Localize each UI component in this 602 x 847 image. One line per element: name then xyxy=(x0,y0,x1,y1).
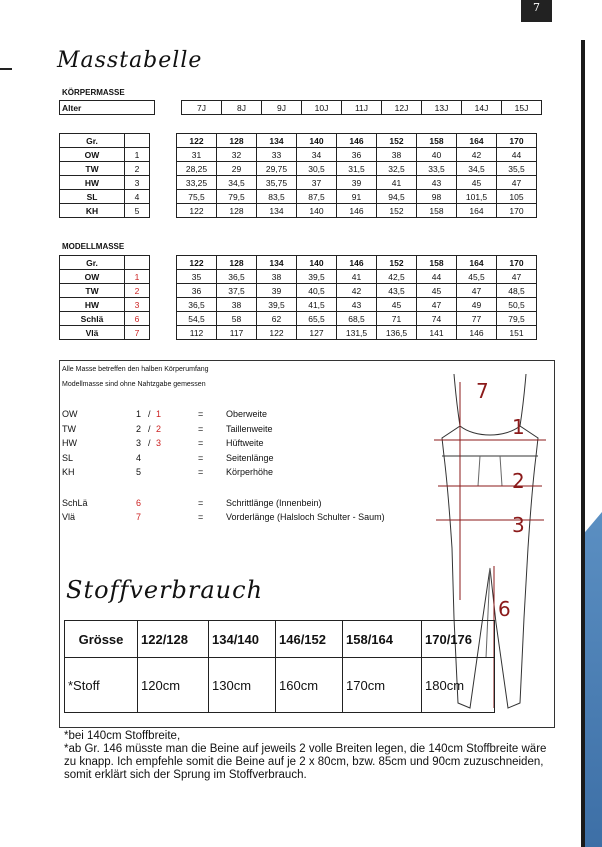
legend-num: 3 xyxy=(136,438,142,448)
cell: 42,5 xyxy=(377,270,417,284)
modellmasse-label: MODELLMASSE xyxy=(62,242,125,251)
cell: 164 xyxy=(457,204,497,218)
cell: 122 xyxy=(257,326,297,340)
legend-eq: = xyxy=(198,424,204,434)
cell: 43 xyxy=(337,298,377,312)
row-name: HW xyxy=(60,176,125,190)
cell: 33,5 xyxy=(417,162,457,176)
cell: 45,5 xyxy=(457,270,497,284)
legend-abbr: SchLä xyxy=(62,498,88,508)
cell: 29 xyxy=(217,162,257,176)
alter-cell: 15J xyxy=(502,101,542,115)
cell: 35,75 xyxy=(257,176,297,190)
size-header: 164 xyxy=(457,256,497,270)
alter-cell: 8J xyxy=(222,101,262,115)
size-header: 128 xyxy=(217,256,257,270)
fabric-cell: 160cm xyxy=(276,658,343,713)
legend-eq: = xyxy=(198,467,204,477)
legend-eq: = xyxy=(198,453,204,463)
page-number: 7 xyxy=(521,0,552,22)
modellmasse-table xyxy=(59,255,537,340)
gr-label: Gr. xyxy=(60,256,125,270)
cell: 47 xyxy=(497,176,537,190)
table-row xyxy=(60,162,537,176)
row-num: 4 xyxy=(125,190,150,204)
size-header: 128 xyxy=(217,134,257,148)
legend-eq: = xyxy=(198,512,204,522)
legend-red-num: 2 xyxy=(156,424,162,434)
legend-desc: Seitenlänge xyxy=(226,453,274,463)
legend-red-num: 6 xyxy=(136,498,142,508)
cell: 40 xyxy=(417,148,457,162)
cell: 36,5 xyxy=(177,298,217,312)
cell: 43,5 xyxy=(377,284,417,298)
size-header: 170 xyxy=(497,134,537,148)
row-num: 3 xyxy=(125,298,150,312)
size-header: 140 xyxy=(297,256,337,270)
cell: 152 xyxy=(377,204,417,218)
legend-num: 5 xyxy=(136,467,142,477)
legend-desc: Vorderlänge (Halsloch Schulter - Saum) xyxy=(226,512,385,522)
cell: 37,5 xyxy=(217,284,257,298)
fabric-header: 170/176 xyxy=(422,621,495,658)
sketch-label-3: 3 xyxy=(512,513,525,537)
legend-desc: Körperhöhe xyxy=(226,467,274,477)
fabric-cell: 130cm xyxy=(209,658,276,713)
cell: 141 xyxy=(417,326,457,340)
alter-cell: 13J xyxy=(422,101,462,115)
gr-label: Gr. xyxy=(60,134,125,148)
size-header: 158 xyxy=(417,134,457,148)
cell: 28,25 xyxy=(177,162,217,176)
cell: 42 xyxy=(457,148,497,162)
cell: 112 xyxy=(177,326,217,340)
fabric-header: 146/152 xyxy=(276,621,343,658)
alter-table xyxy=(59,100,542,115)
cell: 75,5 xyxy=(177,190,217,204)
row-num: 1 xyxy=(125,148,150,162)
legend-slash: / xyxy=(148,424,151,434)
row-name: OW xyxy=(60,270,125,284)
cell: 36 xyxy=(177,284,217,298)
table-row xyxy=(60,204,537,218)
legend-eq: = xyxy=(198,438,204,448)
size-header: 158 xyxy=(417,256,457,270)
fabric-cell: *Stoff xyxy=(65,658,138,713)
legend-desc: Hüftweite xyxy=(226,438,264,448)
cell: 41 xyxy=(337,270,377,284)
fabric-header: Grösse xyxy=(65,621,138,658)
legend-desc: Schrittlänge (Innenbein) xyxy=(226,498,322,508)
alter-cell: 7J xyxy=(182,101,222,115)
cell: 58 xyxy=(217,312,257,326)
fabric-row xyxy=(65,658,495,713)
cell: 45 xyxy=(377,298,417,312)
cell: 39 xyxy=(257,284,297,298)
cell: 35 xyxy=(177,270,217,284)
footnote-line-1: *bei 140cm Stoffbreite, xyxy=(64,730,181,742)
alter-cell: 12J xyxy=(382,101,422,115)
sketch-label-1: 1 xyxy=(512,415,525,439)
cell: 77 xyxy=(457,312,497,326)
cell: 41,5 xyxy=(297,298,337,312)
fabric-header: 158/164 xyxy=(343,621,422,658)
legend-abbr: Vlä xyxy=(62,512,76,522)
cell: 54,5 xyxy=(177,312,217,326)
size-header: 134 xyxy=(257,256,297,270)
fabric-header-row xyxy=(65,621,495,658)
fabric-cell: 170cm xyxy=(343,658,422,713)
cell: 128 xyxy=(217,204,257,218)
cell: 38 xyxy=(377,148,417,162)
row-name: TW xyxy=(60,284,125,298)
cell: 34 xyxy=(297,148,337,162)
sketch-label-7: 7 xyxy=(476,379,489,403)
cell: 170 xyxy=(497,204,537,218)
margin-mark xyxy=(0,68,12,70)
cell: 32,5 xyxy=(377,162,417,176)
size-header: 170 xyxy=(497,256,537,270)
alter-label: Alter xyxy=(60,101,155,115)
cell: 36 xyxy=(337,148,377,162)
fabric-table xyxy=(64,620,495,713)
cell: 39,5 xyxy=(257,298,297,312)
cell: 94,5 xyxy=(377,190,417,204)
cell: 62 xyxy=(257,312,297,326)
cell: 40,5 xyxy=(297,284,337,298)
row-num: 2 xyxy=(125,162,150,176)
alter-cell: 14J xyxy=(462,101,502,115)
legend-desc: Oberweite xyxy=(226,409,268,419)
cell: 33 xyxy=(257,148,297,162)
cell: 134 xyxy=(257,204,297,218)
cell: 98 xyxy=(417,190,457,204)
right-edge-bar xyxy=(581,40,585,847)
cell: 158 xyxy=(417,204,457,218)
cell: 74 xyxy=(417,312,457,326)
cell: 44 xyxy=(417,270,457,284)
footnote-line-2: *ab Gr. 146 müsste man die Beine auf jeweils 2 volle Breiten legen, die 140cm Stoffbreite wäre zu knapp. Ich empfehle somit die Beine auf je 2 x 80cm, bzw. 85cm und 90cm zuzuschneiden, somit erklärt sich der Sprung im Stoffverbrauch. xyxy=(64,743,547,781)
cell: 35,5 xyxy=(497,162,537,176)
table-row xyxy=(60,326,537,340)
legend-slash: / xyxy=(148,438,151,448)
size-header: 122 xyxy=(177,134,217,148)
alter-row xyxy=(60,101,542,115)
table-header-row xyxy=(60,256,537,270)
cell: 41 xyxy=(377,176,417,190)
row-name: TW xyxy=(60,162,125,176)
table-row xyxy=(60,298,537,312)
cell: 65,5 xyxy=(297,312,337,326)
size-header: 146 xyxy=(337,134,377,148)
legend-num: 2 xyxy=(136,424,142,434)
page-title: Masstabelle xyxy=(57,48,203,73)
legend-eq: = xyxy=(198,409,204,419)
size-header: 122 xyxy=(177,256,217,270)
row-name: HW xyxy=(60,298,125,312)
legend-slash: / xyxy=(148,409,151,419)
legend-num: 1 xyxy=(136,409,142,419)
fabric-header: 122/128 xyxy=(138,621,209,658)
size-header: 134 xyxy=(257,134,297,148)
cell: 83,5 xyxy=(257,190,297,204)
size-header: 152 xyxy=(377,256,417,270)
koerpermasse-label: KÖRPERMASSE xyxy=(62,88,125,97)
size-header: 140 xyxy=(297,134,337,148)
alter-cell: 11J xyxy=(342,101,382,115)
cell: 87,5 xyxy=(297,190,337,204)
legend-eq: = xyxy=(198,498,204,508)
legend-abbr: TW xyxy=(62,424,76,434)
cell: 91 xyxy=(337,190,377,204)
legend-abbr: OW xyxy=(62,409,78,419)
cell: 45 xyxy=(457,176,497,190)
row-name: SL xyxy=(60,190,125,204)
sketch-label-2: 2 xyxy=(512,469,525,493)
cell: 30,5 xyxy=(297,162,337,176)
cell: 31,5 xyxy=(337,162,377,176)
alter-cell: 10J xyxy=(302,101,342,115)
table-row xyxy=(60,284,537,298)
cell: 117 xyxy=(217,326,257,340)
fabric-cell: 180cm xyxy=(422,658,495,713)
cell: 50,5 xyxy=(497,298,537,312)
cell: 48,5 xyxy=(497,284,537,298)
row-name: KH xyxy=(60,204,125,218)
cell: 38 xyxy=(257,270,297,284)
cell: 29,75 xyxy=(257,162,297,176)
legend-red-num: 3 xyxy=(156,438,162,448)
cell: 122 xyxy=(177,204,217,218)
cell: 127 xyxy=(297,326,337,340)
cell: 47 xyxy=(457,284,497,298)
cell: 34,5 xyxy=(457,162,497,176)
row-num: 1 xyxy=(125,270,150,284)
legend-abbr: HW xyxy=(62,438,77,448)
cell: 49 xyxy=(457,298,497,312)
cell: 71 xyxy=(377,312,417,326)
stoff-title: Stoffverbrauch xyxy=(66,576,264,604)
cell: 101,5 xyxy=(457,190,497,204)
cell: 47 xyxy=(417,298,457,312)
legend-num: 4 xyxy=(136,453,142,463)
cell: 68,5 xyxy=(337,312,377,326)
cell: 146 xyxy=(457,326,497,340)
cell: 79,5 xyxy=(497,312,537,326)
cell: 36,5 xyxy=(217,270,257,284)
row-num: 7 xyxy=(125,326,150,340)
table-row xyxy=(60,176,537,190)
cell: 44 xyxy=(497,148,537,162)
cell: 39,5 xyxy=(297,270,337,284)
legend-red-num: 7 xyxy=(136,512,142,522)
fabric-header: 134/140 xyxy=(209,621,276,658)
koerpermasse-table xyxy=(59,133,537,218)
note-line-1: Alle Masse betreffen den halben Körperumfang xyxy=(62,366,209,373)
size-header: 152 xyxy=(377,134,417,148)
table-row xyxy=(60,312,537,326)
cell: 140 xyxy=(297,204,337,218)
size-header: 164 xyxy=(457,134,497,148)
legend-abbr: KH xyxy=(62,467,75,477)
table-row xyxy=(60,148,537,162)
row-name: Vlä xyxy=(60,326,125,340)
cell: 32 xyxy=(217,148,257,162)
row-num: 5 xyxy=(125,204,150,218)
row-num: 3 xyxy=(125,176,150,190)
table-row xyxy=(60,190,537,204)
footnote xyxy=(64,730,554,782)
legend-desc: Taillenweite xyxy=(226,424,273,434)
fabric-cell: 120cm xyxy=(138,658,209,713)
row-name: OW xyxy=(60,148,125,162)
cell: 31 xyxy=(177,148,217,162)
row-num: 2 xyxy=(125,284,150,298)
cell: 146 xyxy=(337,204,377,218)
cell: 47 xyxy=(497,270,537,284)
cell: 131,5 xyxy=(337,326,377,340)
blue-corner-tab xyxy=(585,512,602,847)
cell: 151 xyxy=(497,326,537,340)
table-header-row xyxy=(60,134,537,148)
cell: 34,5 xyxy=(217,176,257,190)
row-name: Schlä xyxy=(60,312,125,326)
cell: 45 xyxy=(417,284,457,298)
cell: 39 xyxy=(337,176,377,190)
cell: 33,25 xyxy=(177,176,217,190)
alter-cell: 9J xyxy=(262,101,302,115)
row-num: 6 xyxy=(125,312,150,326)
cell: 37 xyxy=(297,176,337,190)
size-header: 146 xyxy=(337,256,377,270)
cell: 136,5 xyxy=(377,326,417,340)
legend-red-num: 1 xyxy=(156,409,162,419)
note-line-2: Modellmasse sind ohne Nahtzgabe gemessen xyxy=(62,381,206,388)
cell: 43 xyxy=(417,176,457,190)
cell: 105 xyxy=(497,190,537,204)
legend-abbr: SL xyxy=(62,453,74,463)
cell: 42 xyxy=(337,284,377,298)
table-row xyxy=(60,270,537,284)
cell: 79,5 xyxy=(217,190,257,204)
sketch-label-6: 6 xyxy=(498,597,511,621)
cell: 38 xyxy=(217,298,257,312)
